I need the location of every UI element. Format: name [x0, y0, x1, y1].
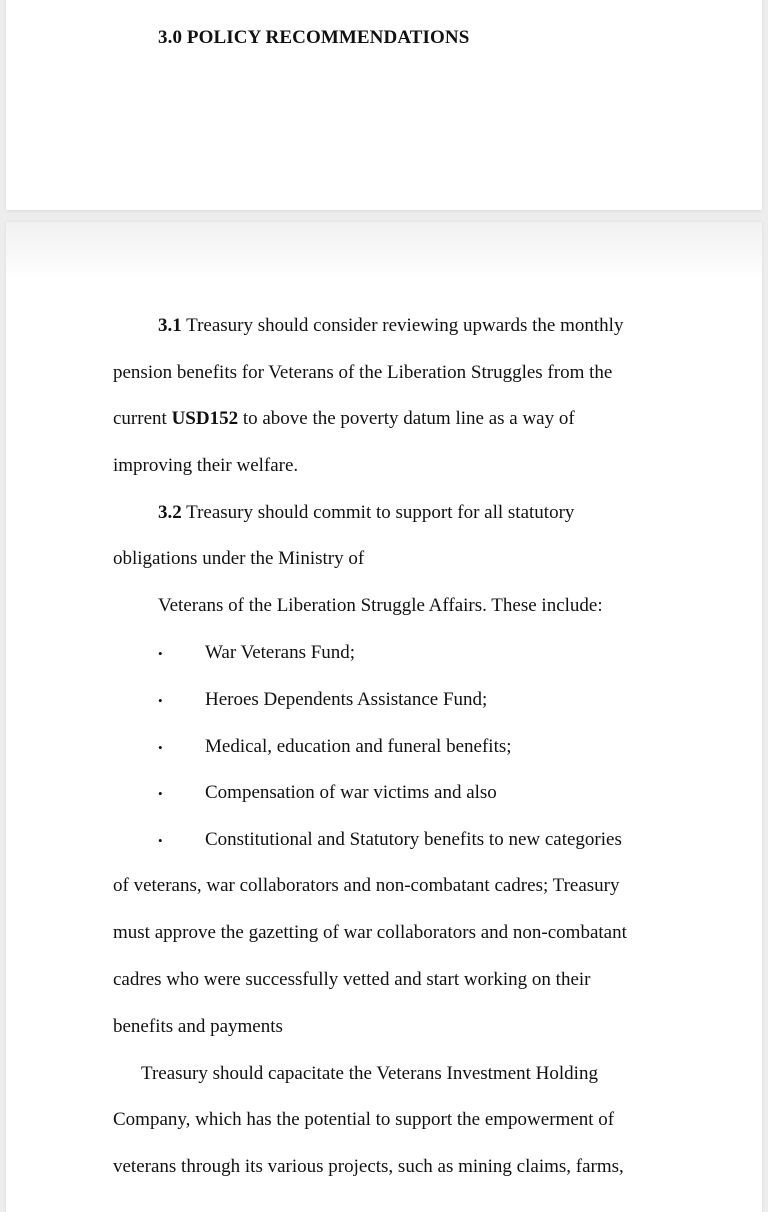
continuation-line: cadres who were successfully vetted and start working on their [113, 969, 591, 990]
rec-3-2-line-3: Veterans of the Liberation Struggle Affairs. These include: [158, 595, 603, 616]
bullet-item: Constitutional and Statutory benefits to new categories [205, 829, 622, 850]
rec-3-2-line-1 [158, 501, 574, 525]
rec-3-1-prefix: current [113, 408, 172, 429]
rec-3-1-line-2: pension benefits for Veterans of the Liberation Struggles from the [113, 362, 613, 383]
bullet-icon: • [158, 646, 163, 661]
rec-3-1-text: Treasury should consider reviewing upwards the monthly [181, 315, 624, 336]
rec-3-1-line-4: improving their welfare. [113, 455, 299, 476]
rec-3-2-text: Treasury should commit to support for all statutory [181, 502, 575, 523]
rec-3-3-line: Treasury should capacitate the Veterans Investment Holding [141, 1063, 598, 1084]
continuation-line: benefits and payments [113, 1016, 283, 1037]
rec-3-1-line-3 [113, 407, 575, 431]
bullet-item: Heroes Dependents Assistance Fund; [205, 689, 488, 710]
rec-3-1-line-1 [158, 314, 623, 338]
document-page-2 [6, 222, 762, 1212]
rec-3-1-suffix: to above the poverty datum line as a way of [238, 408, 575, 429]
rec-3-1-number: 3.1 [158, 315, 182, 336]
rec-3-2-line-2: obligations under the Ministry of [113, 548, 365, 569]
bullet-item: Compensation of war victims and also [205, 782, 497, 803]
bullet-icon: • [158, 740, 163, 755]
continuation-line: of veterans, war collaborators and non-combatant cadres; Treasury [113, 875, 620, 896]
bullet-item: Medical, education and funeral benefits; [205, 736, 512, 757]
continuation-line: must approve the gazetting of war collaborators and non-combatant [113, 922, 627, 943]
pension-amount: USD152 [171, 408, 239, 429]
bullet-icon: • [158, 833, 163, 848]
rec-3-3-line: veterans through its various projects, such as mining claims, farms, [113, 1156, 624, 1177]
document-page-1 [6, 0, 762, 210]
bullet-icon: • [158, 693, 163, 708]
bullet-icon: • [158, 786, 163, 801]
section-heading: 3.0 POLICY RECOMMENDATIONS [158, 27, 470, 48]
rec-3-3-line: Company, which has the potential to support the empowerment of [113, 1109, 615, 1130]
bullet-item: War Veterans Fund; [205, 642, 356, 663]
rec-3-2-number: 3.2 [158, 502, 182, 523]
